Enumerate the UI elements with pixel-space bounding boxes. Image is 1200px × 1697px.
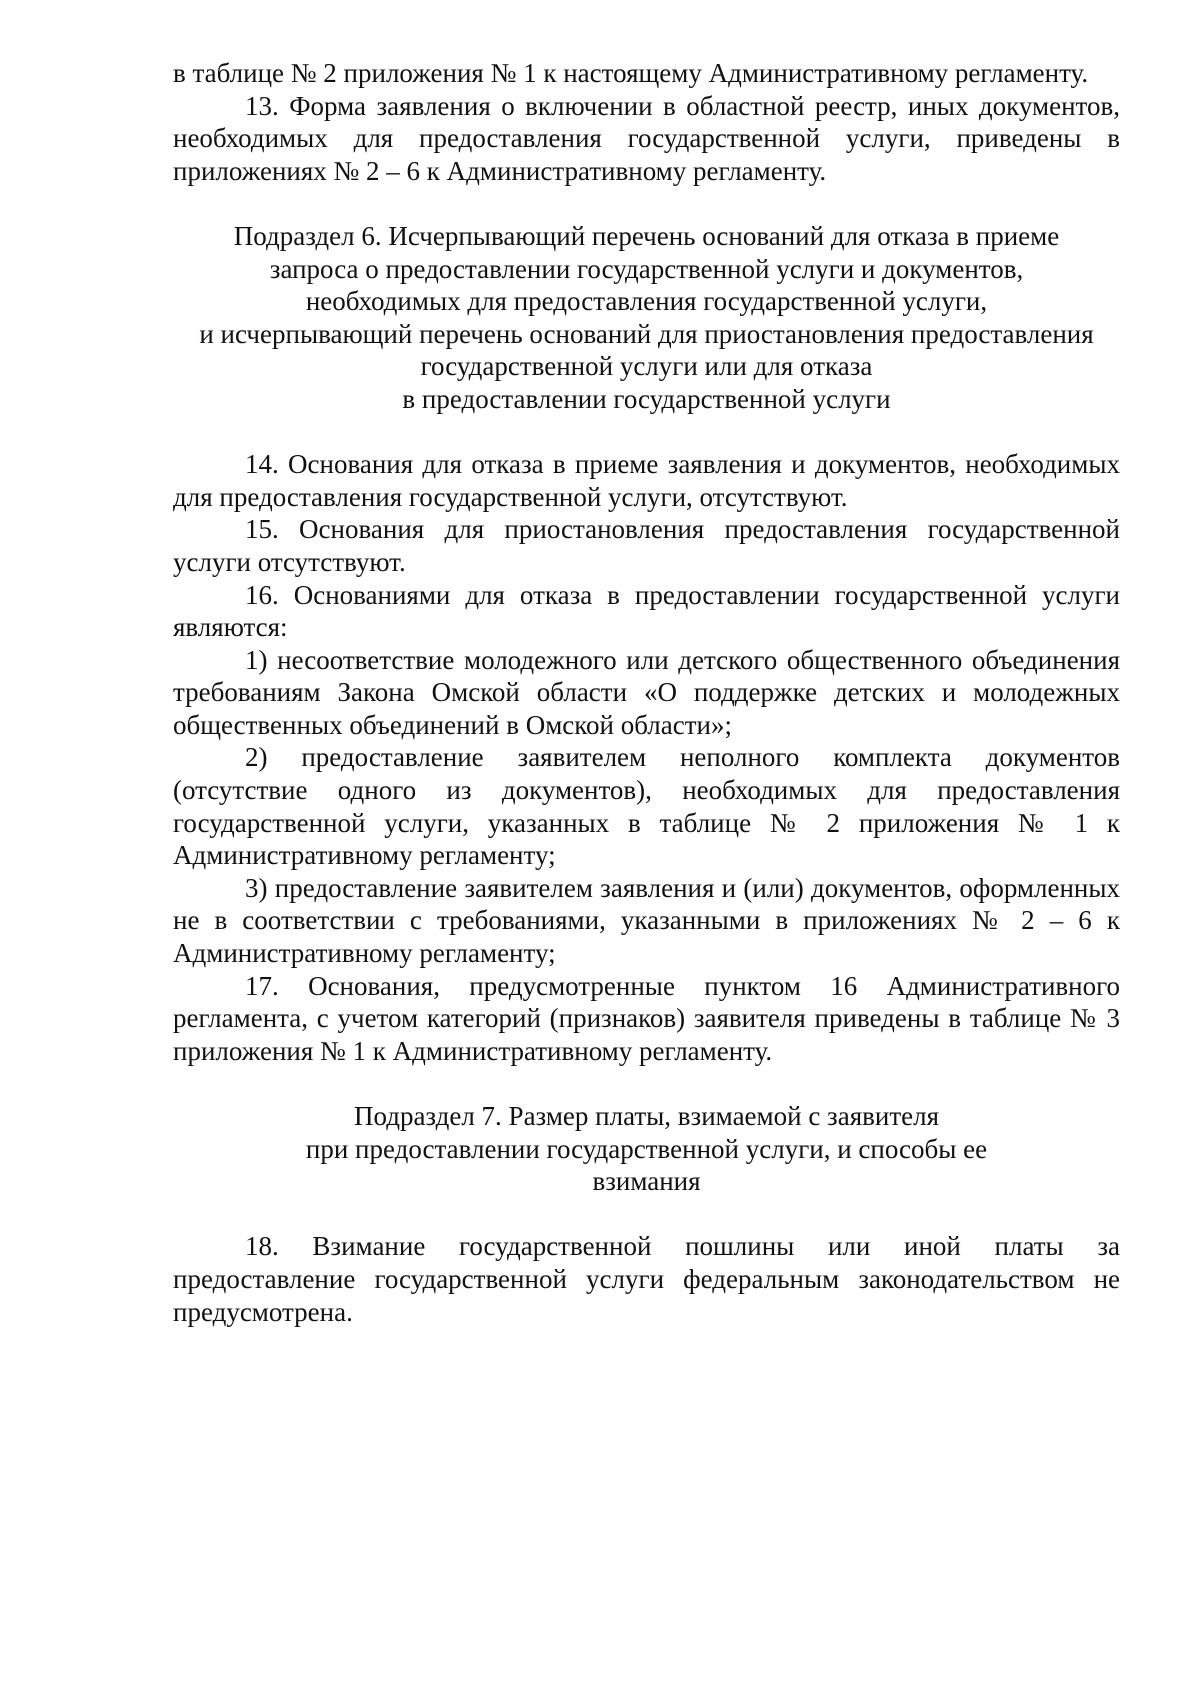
paragraph-continuation: в таблице № 2 приложения № 1 к настоящему Административному регламенту. xyxy=(173,58,1089,88)
heading-line: в предоставлении государственной услуги xyxy=(402,383,891,414)
paragraph-17: 17. Основания, предусмотренные пунктом 16 Административного регламента, с учетом категорий (признаков) заявителя приведены в таблице № 3 приложения № 1 к Административному регламенту. xyxy=(173,970,1120,1066)
paragraph-14: 14. Основания для отказа в приеме заявления и документов, необходимых для предоставления государственной услуги, отсутствуют. xyxy=(173,449,1120,512)
paragraph-18: 18. Взимание государственной пошлины или иной платы за предоставление государственной услуги федеральным законодательством не предусмотрена. xyxy=(173,1231,1120,1327)
heading-line: и исчерпывающий перечень оснований для приостановления предоставления xyxy=(199,318,1094,349)
spacer xyxy=(173,187,1120,220)
paragraph-15: 15. Основания для приостановления предоставления государственной услуги отсутствуют. xyxy=(173,514,1120,577)
heading-line: при предоставлении государственной услуги, и способы ее xyxy=(305,1133,988,1164)
heading-line: Подраздел 6. Исчерпывающий перечень оснований для отказа в приеме xyxy=(233,220,1060,251)
paragraph-13: 13. Форма заявления о включении в областной реестр, иных документов, необходимых для предоставления государственной услуги, приведены в приложениях № 2 – 6 к Административному регламенту. xyxy=(173,90,1120,186)
heading-line: взимания xyxy=(592,1166,701,1197)
document-page xyxy=(173,57,1120,1328)
heading-line: запроса о предоставлении государственной услуги и документов, xyxy=(269,253,1024,284)
section-6-heading xyxy=(173,220,1120,416)
spacer xyxy=(173,1198,1120,1231)
paragraph-16-item-3: 3) предоставление заявителем заявления и (или) документов, оформленных не в соответствии с требованиями, указанными в приложениях № 2 – 6 к Административному регламенту; xyxy=(173,872,1120,969)
paragraph-16-item-2: 2) предоставление заявителем неполного комплекта документов (отсутствие одного из документов), необходимых для предоставления государственной услуги, указанных в таблице № 2 приложения № 1 к Административному регламенту; xyxy=(173,742,1120,871)
heading-line: Подраздел 7. Размер платы, взимаемой с заявителя xyxy=(353,1101,939,1131)
spacer xyxy=(173,416,1120,449)
paragraph-16: 16. Основаниями для отказа в предоставлении государственной услуги являются: xyxy=(173,579,1120,643)
heading-line: государственной услуги или для отказа xyxy=(420,351,873,382)
paragraph-16-item-1: 1) несоответствие молодежного или детского общественного объединения требованиям Закона Омской области «О поддержке детских и молодежных общественных объединений в Омской области»; xyxy=(173,644,1120,740)
section-7-heading xyxy=(173,1100,1120,1198)
heading-line: необходимых для предоставления государственной услуги, xyxy=(305,286,988,317)
spacer xyxy=(173,1067,1120,1100)
